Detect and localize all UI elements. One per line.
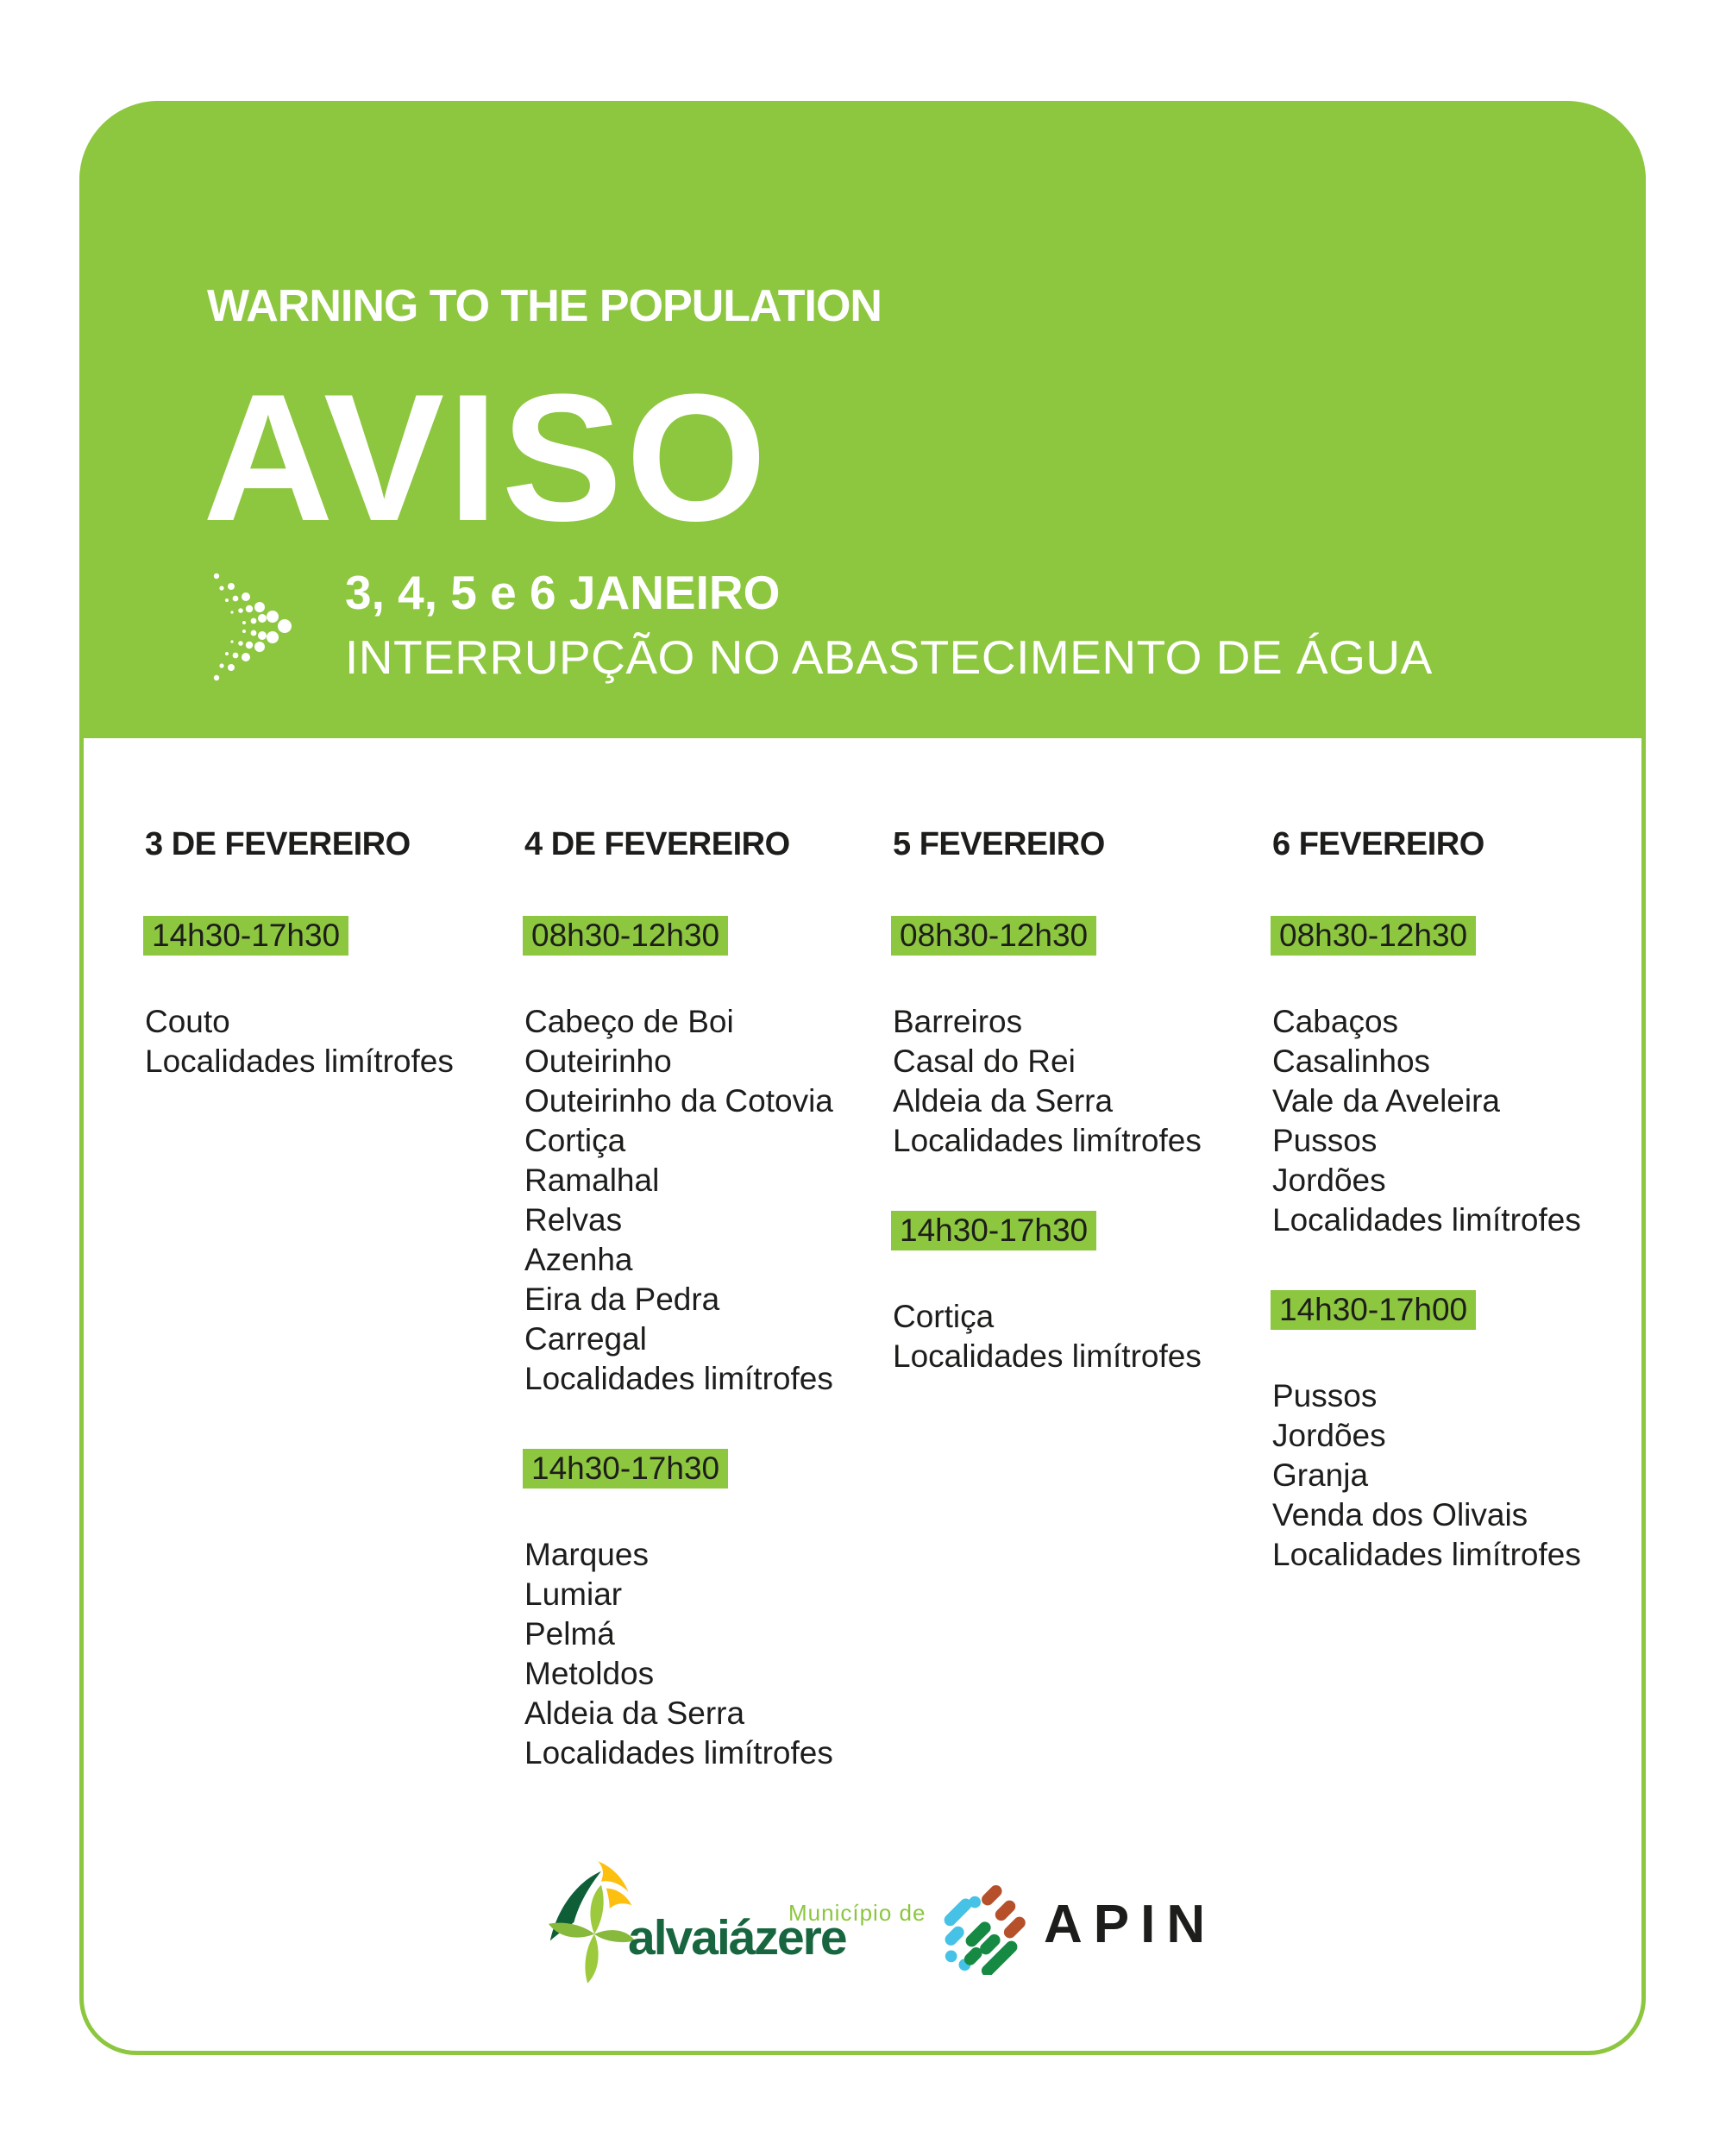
locality-item: Localidades limítrofes	[1272, 1202, 1581, 1238]
locality-item: Ramalhal	[524, 1163, 660, 1198]
locality-item: Metoldos	[524, 1656, 655, 1691]
day-header: 4 DE FEVEREIRO	[524, 826, 790, 862]
locality-item: Pelmá	[524, 1616, 615, 1651]
day-column	[893, 825, 1269, 1376]
locality-list	[1272, 1002, 1648, 1240]
apin-logo-name: APIN	[1044, 1895, 1217, 1954]
locality-item: Pussos	[1272, 1123, 1378, 1158]
locality-list	[893, 1297, 1269, 1376]
locality-item: Marques	[524, 1537, 649, 1572]
locality-item: Casal do Rei	[893, 1044, 1076, 1079]
chevron-dots-icon	[204, 571, 295, 683]
locality-item: Couto	[145, 1004, 230, 1039]
locality-item: Carregal	[524, 1321, 647, 1357]
locality-item: Aldeia da Serra	[893, 1083, 1114, 1119]
apin-logo	[940, 1880, 1285, 1979]
locality-list	[1272, 1376, 1648, 1575]
locality-item: Relvas	[524, 1202, 623, 1238]
locality-item: Cabaços	[1272, 1004, 1399, 1039]
locality-list	[145, 1002, 521, 1081]
locality-item: Localidades limítrofes	[893, 1338, 1202, 1374]
time-slot-badge: 14h30-17h30	[523, 1449, 728, 1489]
locality-item: Localidades limítrofes	[893, 1123, 1202, 1158]
locality-item: Barreiros	[893, 1004, 1023, 1039]
locality-item: Vale da Aveleira	[1272, 1083, 1500, 1119]
time-slot-badge: 14h30-17h30	[143, 916, 348, 956]
day-column	[145, 825, 521, 1081]
day-column	[524, 825, 901, 1773]
locality-item: Granja	[1272, 1457, 1369, 1493]
day-header: 5 FEVEREIRO	[893, 826, 1105, 862]
warning-title: WARNING TO THE POPULATION	[207, 281, 882, 331]
locality-list	[524, 1535, 901, 1773]
day-column	[1272, 825, 1648, 1575]
time-slot-badge: 08h30-12h30	[523, 916, 728, 956]
municipality-logo-name: alvaiázere	[628, 1910, 846, 1965]
locality-item: Localidades limítrofes	[145, 1044, 454, 1079]
time-slot-badge: 08h30-12h30	[891, 916, 1096, 956]
locality-item: Venda dos Olivais	[1272, 1497, 1528, 1532]
locality-item: Lumiar	[524, 1576, 623, 1612]
locality-list	[893, 1002, 1269, 1161]
locality-item: Cortiça	[893, 1299, 995, 1334]
page-title: AVISO	[203, 356, 770, 559]
locality-item: Jordões	[1272, 1163, 1386, 1198]
subtitle-line: INTERRUPÇÃO NO ABASTECIMENTO DE ÁGUA	[345, 630, 1433, 684]
locality-item: Outeirinho	[524, 1044, 672, 1079]
municipality-logo	[545, 1846, 926, 1996]
time-slot-badge: 08h30-12h30	[1271, 916, 1476, 956]
locality-item: Cabeço de Boi	[524, 1004, 734, 1039]
locality-item: Aldeia da Serra	[524, 1695, 745, 1731]
notice-header	[79, 101, 1646, 738]
time-slot-badge: 14h30-17h30	[891, 1211, 1096, 1250]
locality-item: Pussos	[1272, 1378, 1378, 1413]
diagonal-pills-icon	[940, 1882, 1026, 1975]
locality-item: Eira da Pedra	[524, 1282, 720, 1317]
day-header: 6 FEVEREIRO	[1272, 826, 1484, 862]
locality-item: Outeirinho da Cotovia	[524, 1083, 833, 1119]
locality-item: Jordões	[1272, 1418, 1386, 1453]
locality-item: Casalinhos	[1272, 1044, 1431, 1079]
locality-item: Localidades limítrofes	[1272, 1537, 1581, 1572]
locality-item: Cortiça	[524, 1123, 626, 1158]
locality-list	[524, 1002, 901, 1399]
locality-item: Azenha	[524, 1242, 633, 1277]
dates-line: 3, 4, 5 e 6 JANEIRO	[345, 566, 781, 619]
locality-item: Localidades limítrofes	[524, 1361, 833, 1396]
time-slot-badge: 14h30-17h00	[1271, 1290, 1476, 1330]
municipality-logo-pretitle: Município de	[788, 1900, 926, 1926]
day-header: 3 DE FEVEREIRO	[145, 826, 411, 862]
locality-item: Localidades limítrofes	[524, 1735, 833, 1771]
